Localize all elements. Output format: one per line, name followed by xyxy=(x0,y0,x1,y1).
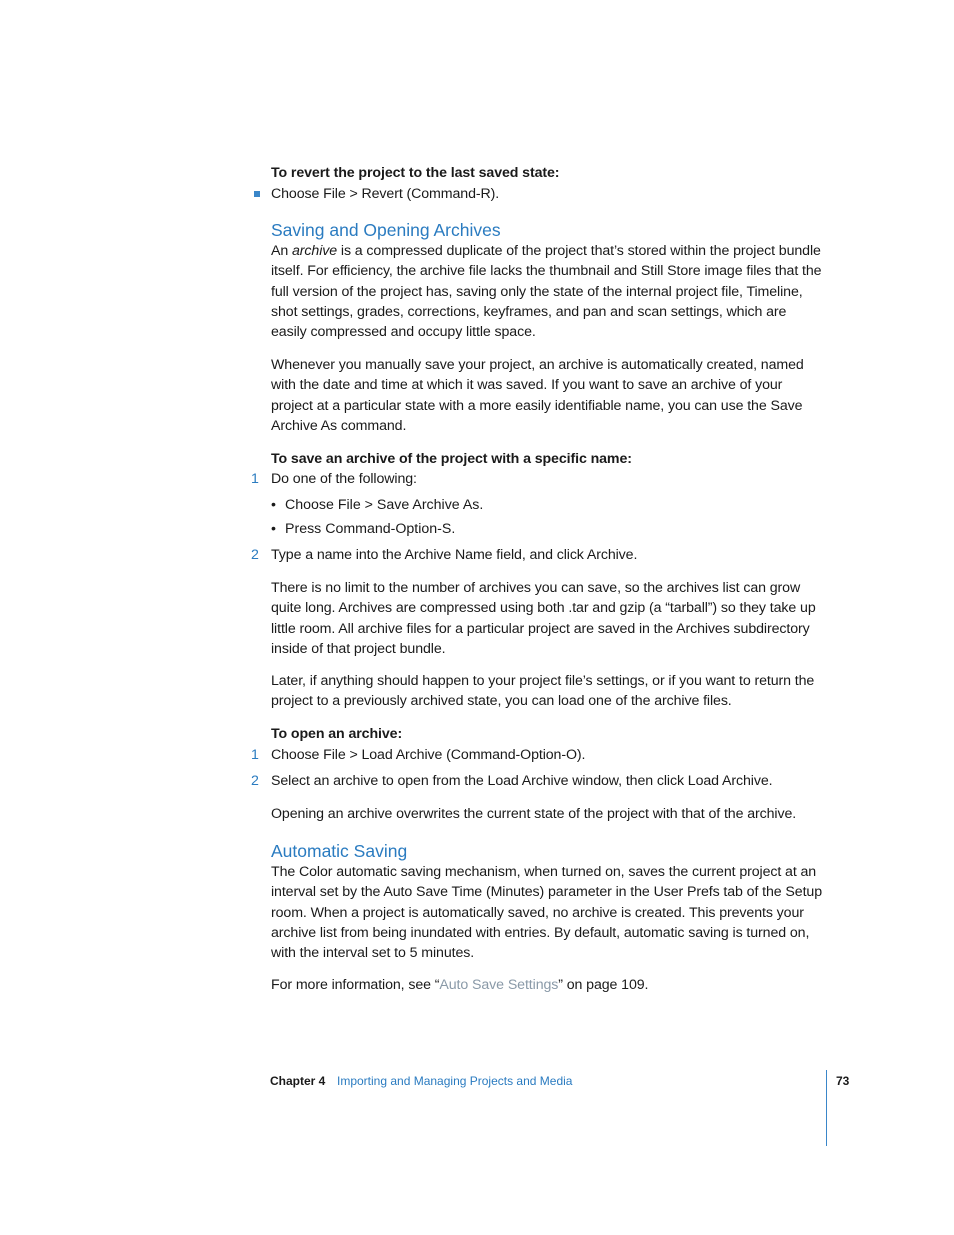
step-number: 2 xyxy=(251,547,259,563)
sub-bullet-text: Choose File > Save Archive As. xyxy=(285,497,484,513)
archives-paragraph-1 xyxy=(271,241,823,342)
sub-bullet-item xyxy=(271,495,483,515)
footer-chapter-title: Importing and Managing Projects and Media xyxy=(337,1074,573,1088)
autosave-paragraph-2 xyxy=(271,975,823,995)
auto-save-settings-link[interactable]: Auto Save Settings xyxy=(439,977,559,993)
archives-p1-rest: is a compressed duplicate of the project that’s stored within the project bundle itself. For efficiency, the archive file lacks the thumbnail and Still Store image files that the full version of the project has, saving only the state of the internal project file, Timeline, shot settings, grades, corrections, keyframes, and pan and scan settings, which are easily compressed and occupy little space. xyxy=(271,243,822,341)
save-step-2: Type a name into the Archive Name field, and click Archive. xyxy=(271,547,638,563)
archive-term: archive xyxy=(292,243,338,259)
revert-step: Choose File > Revert (Command-R). xyxy=(271,186,500,202)
step-number: 1 xyxy=(251,747,259,763)
save-step-1: Do one of the following: xyxy=(271,471,417,487)
dot-bullet-icon: • xyxy=(271,497,276,513)
open-step-1: Choose File > Load Archive (Command-Option-O). xyxy=(271,747,586,763)
archives-p1-lead: An xyxy=(271,243,292,259)
archives-paragraph-3: There is no limit to the number of archives you can save, so the archives list can grow quite long. Archives are compressed using both .tar and gzip (a “tarball”) so they take up little room. All archive files for a particular project are saved in the Archives subdirectory inside of that project bundle. xyxy=(271,580,816,657)
more-info-lead: For more information, see “ xyxy=(271,977,440,993)
footer-divider xyxy=(826,1070,827,1146)
archives-paragraph-2: Whenever you manually save your project, an archive is automatically created, named with the date and time at which it was saved. If you want to save an archive of your project at a particular state with a more easily identifiable name, you can use the Save Archive As command. xyxy=(271,357,804,434)
revert-task-label: To revert the project to the last saved state: xyxy=(271,165,560,181)
dot-bullet-icon: • xyxy=(271,521,276,537)
save-archive-task-label: To save an archive of the project with a specific name: xyxy=(271,451,632,467)
archives-heading: Saving and Opening Archives xyxy=(271,220,501,240)
open-step-2: Select an archive to open from the Load Archive window, then click Load Archive. xyxy=(271,773,773,789)
step-number: 1 xyxy=(251,471,259,487)
archives-paragraph-5: Opening an archive overwrites the current state of the project with that of the archive. xyxy=(271,806,797,822)
open-archive-task-label: To open an archive: xyxy=(271,726,403,742)
step-number: 2 xyxy=(251,773,259,789)
square-bullet-icon xyxy=(254,191,260,197)
footer-chapter: Chapter 4 xyxy=(270,1074,326,1088)
sub-bullet-item xyxy=(271,519,455,539)
autosave-paragraph-1: The Color automatic saving mechanism, when turned on, saves the current project at an interval set by the Auto Save Time (Minutes) parameter in the User Prefs tab of the Setup room. When a project is automatically saved, no archive is created. This prevents your archive list from being inundated with entries. By default, automatic saving is turned on, with the interval set to 5 minutes. xyxy=(271,864,822,962)
sub-bullet-text: Press Command-Option-S. xyxy=(285,521,456,537)
page-number: 73 xyxy=(836,1074,850,1088)
autosave-heading: Automatic Saving xyxy=(271,841,408,861)
more-info-tail: ” on page 109. xyxy=(558,977,649,993)
archives-paragraph-4: Later, if anything should happen to your project file’s settings, or if you want to return the project to a previously archived state, you can load one of the archive files. xyxy=(271,673,815,710)
